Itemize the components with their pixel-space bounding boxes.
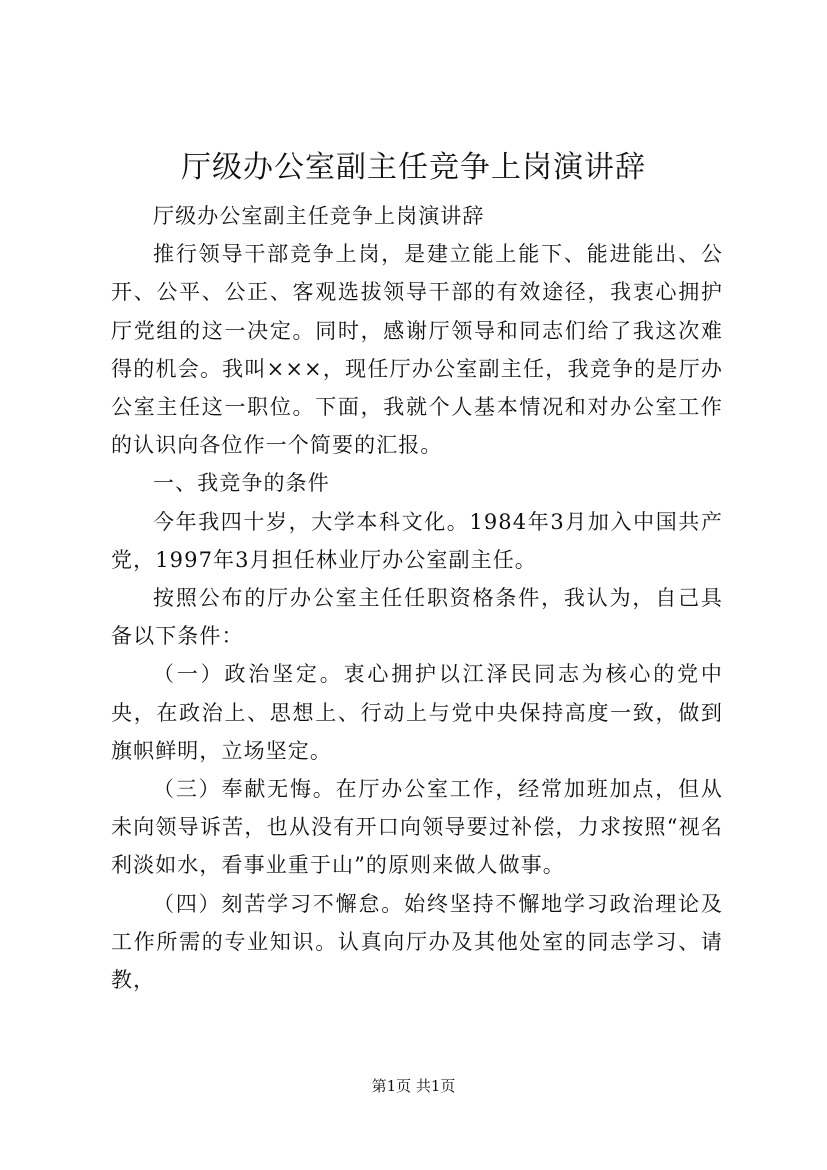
paragraph-condition-learning: （四）刻苦学习不懈怠。始终坚持不懈地学习政治理论及工作所需的专业知识。认真向厅办及其他处室的同志学习、请教， (111, 891, 723, 993)
paragraph-intro: 推行领导干部竞争上岗，是建立能上能下、能进能出、公开、公平、公正、客观选拔领导干部的有效途径，我衷心拥护厅党组的这一决定。同时，感谢厅领导和同志们给了我这次难得的机会。我叫×××，现任厅办公室副主任，我竞争的是厅办公室主任这一职位。下面，我就个人基本情况和对办公室工作的认识向各位作一个简要的汇报。 (111, 242, 723, 458)
paragraph-basic-info: 今年我四十岁，大学本科文化。1984年3月加入中国共产党，1997年3月担任林业厅办公室副主任。 (111, 509, 723, 572)
paragraph-condition-political: （一）政治坚定。衷心拥护以江泽民同志为核心的党中央，在政治上、思想上、行动上与党中央保持高度一致，做到旗帜鲜明，立场坚定。 (111, 662, 723, 763)
document-title: 厅级办公室副主任竞争上岗演讲辞 (181, 150, 646, 185)
paragraph-subtitle: 厅级办公室副主任竞争上岗演讲辞 (153, 204, 485, 228)
paragraph-condition-dedication: （三）奉献无悔。在厅办公室工作，经常加班加点，但从未向领导诉苦，也从没有开口向领导要过补偿，力求按照“视名利淡如水，看事业重于山”的原则来做人做事。 (111, 777, 723, 878)
document-body (111, 197, 723, 999)
page-footer: 第1页 共1页 (371, 1077, 456, 1095)
paragraph-conditions-intro: 按照公布的厅办公室主任任职资格条件，我认为，自己具备以下条件： (111, 586, 723, 649)
section-heading: 一、我竞争的条件 (153, 471, 330, 496)
